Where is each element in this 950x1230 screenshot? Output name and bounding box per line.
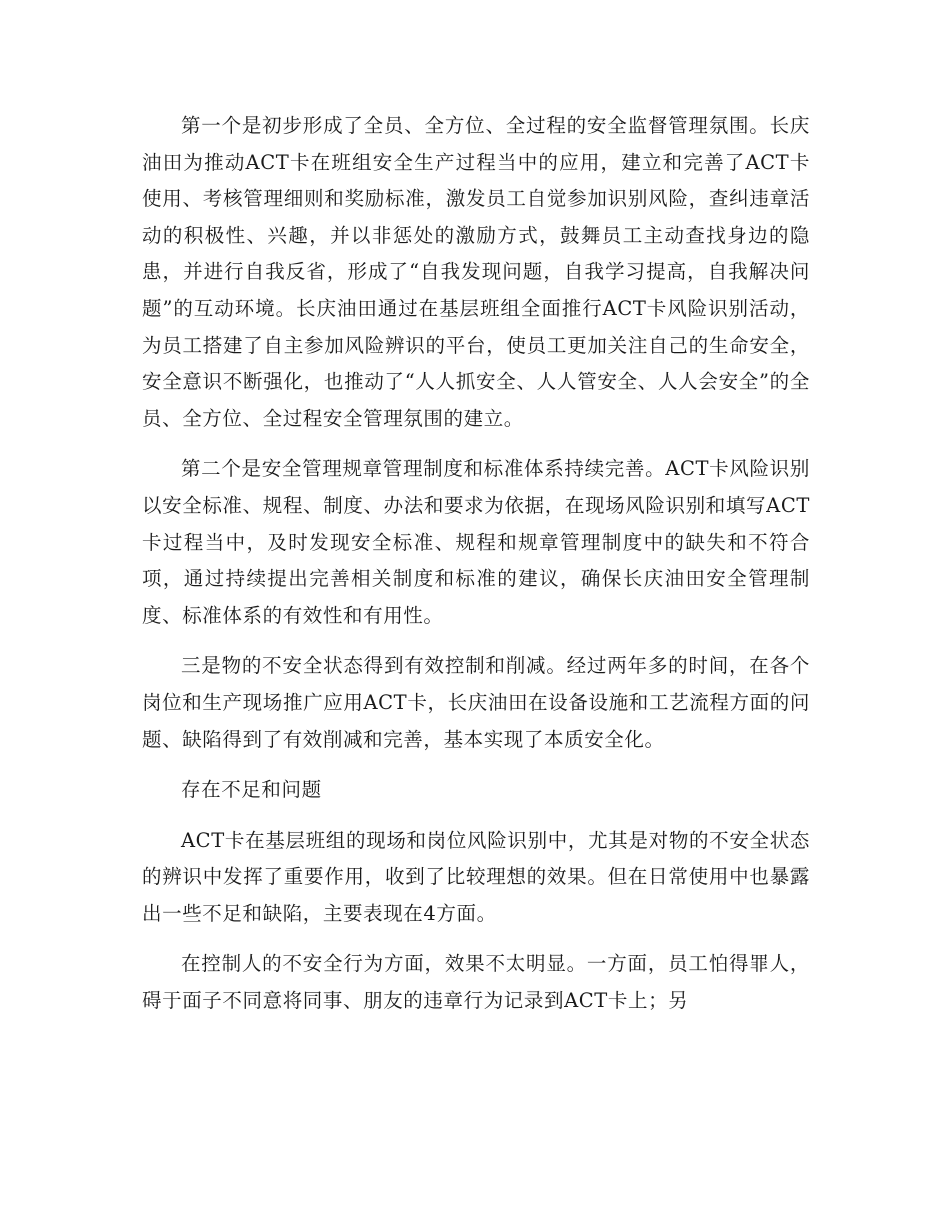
document-page bbox=[142, 108, 810, 1034]
paragraph-regulations: 第二个是安全管理规章管理制度和标准体系持续完善。ACT卡风险识别以安全标准、规程、制度、办法和要求为依据，在现场风险识别和填写ACT卡过程当中，及时发现安全标准、规程和规章管理制度中的缺失和不符合项，通过持续提出完善相关制度和标准的建议，确保长庆油田安全管理制度、标准体系的有效性和有用性。 bbox=[142, 457, 810, 627]
paragraph-unsafe-behavior: 在控制人的不安全行为方面，效果不太明显。一方面，员工怕得罪人，碍于面子不同意将同事、朋友的违章行为记录到ACT卡上；另 bbox=[142, 952, 810, 1013]
paragraph-unsafe-conditions: 三是物的不安全状态得到有效控制和削减。经过两年多的时间，在各个岗位和生产现场推广应用ACT卡，长庆油田在设备设施和工艺流程方面的问题、缺陷得到了有效削减和完善，基本实现了本质安全化。 bbox=[142, 654, 810, 751]
section-heading-problems: 存在不足和问题 bbox=[181, 778, 322, 802]
paragraph-safety-atmosphere: 第一个是初步形成了全员、全方位、全过程的安全监督管理氛围。长庆油田为推动ACT卡在班组安全生产过程当中的应用，建立和完善了ACT卡使用、考核管理细则和奖励标准，激发员工自觉参加识别风险，查纠违章活动的积极性、兴趣，并以非惩处的激励方式，鼓舞员工主动查找身边的隐患，并进行自我反省，形成了“自我发现问题，自我学习提高，自我解决问题”的互动环境。长庆油田通过在基层班组全面推行ACT卡风险识别活动，为员工搭建了自主参加风险辨识的平台，使员工更加关注自己的生命安全，安全意识不断强化，也推动了“人人抓安全、人人管安全、人人会安全”的全员、全方位、全过程安全管理氛围的建立。 bbox=[142, 114, 810, 430]
paragraph-act-card-effect: ACT卡在基层班组的现场和岗位风险识别中，尤其是对物的不安全状态的辨识中发挥了重要作用，收到了比较理想的效果。但在日常使用中也暴露出一些不足和缺陷，主要表现在4方面。 bbox=[142, 828, 810, 925]
